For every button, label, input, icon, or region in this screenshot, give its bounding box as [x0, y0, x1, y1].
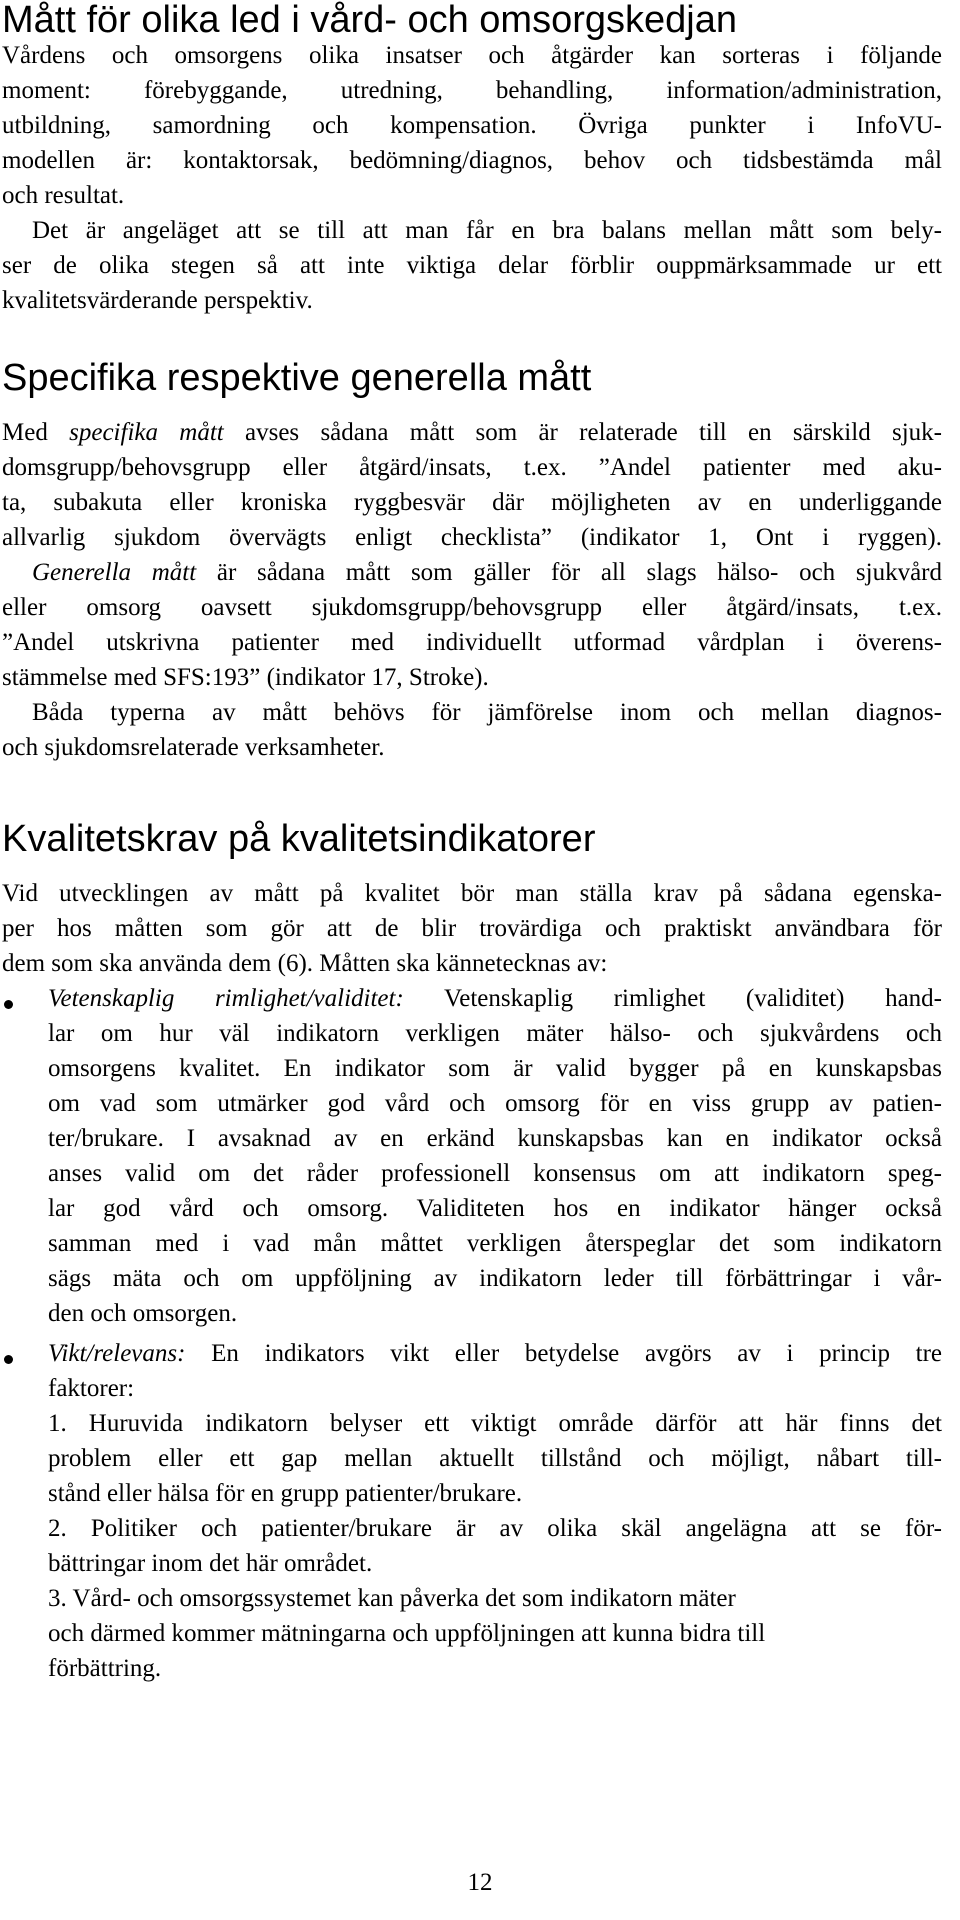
bullet-icon [4, 1355, 13, 1364]
bullet-line: samman med i vad mån måttet verkligen återspeglar det som indikatorn [48, 1230, 942, 1257]
paragraph-line: ”Andel utskrivna patienter med individuellt utformad vårdplan i överens- [2, 629, 942, 656]
bullet-line: förbättring. [48, 1655, 162, 1682]
paragraph-line: moment: förebyggande, utredning, behandling, information/administration, [2, 77, 942, 104]
paragraph-line: ser de olika stegen så att inte viktiga delar förblir ouppmärksammade ur ett [2, 252, 942, 279]
bullet-line: 1. Huruvida indikatorn belyser ett viktigt område därför att här finns det [48, 1410, 942, 1437]
bullet-line: problem eller ett gap mellan aktuellt tillstånd och möjligt, nåbart till- [48, 1445, 942, 1472]
bullet-line: den och omsorgen. [48, 1300, 238, 1327]
paragraph-line: kvalitetsvärderande perspektiv. [2, 287, 313, 314]
bullet-line: stånd eller hälsa för en grupp patienter/brukare. [48, 1480, 523, 1507]
paragraph-line: domsgrupp/behovsgrupp eller åtgärd/insats, t.ex. ”Andel patienter med aku- [2, 454, 942, 481]
paragraph-line: eller omsorg oavsett sjukdomsgrupp/behovsgrupp eller åtgärd/insats, t.ex. [2, 594, 942, 621]
section-heading-measures-care-chain: Mått för olika led i vård- och omsorgskedjan [2, 0, 737, 41]
paragraph-line: och sjukdomsrelaterade verksamheter. [2, 734, 385, 761]
bullet-line: faktorer: [48, 1375, 135, 1402]
bullet-line: omsorgens kvalitet. En indikator som är valid bygger på en kunskapsbas [48, 1055, 942, 1082]
paragraph-line: Vårdens och omsorgens olika insatser och åtgärder kan sorteras i följande [2, 42, 942, 69]
section-heading-quality-requirements: Kvalitetskrav på kvalitetsindikatorer [2, 818, 596, 860]
paragraph-line: ta, subakuta eller kroniska ryggbesvär där möjligheten av en underliggande [2, 489, 942, 516]
page-number: 12 [467, 1869, 493, 1896]
bullet-line: och därmed kommer mätningarna och uppföljningen att kunna bidra till [48, 1620, 766, 1647]
bullet-item-validity: Vetenskaplig rimlighet/validitet: Vetenskaplig rimlighet (validitet) hand- [48, 985, 942, 1012]
paragraph-line: Generella mått är sådana mått som gäller för all slags hälso- och sjukvård [32, 559, 942, 586]
paragraph-line: modellen är: kontaktorsak, bedömning/diagnos, behov och tidsbestämda mål [2, 147, 942, 174]
bullet-item-relevance: Vikt/relevans: En indikators vikt eller betydelse avgörs av i princip tre [48, 1340, 942, 1367]
paragraph-line: Det är angeläget att se till att man får en bra balans mellan mått som bely- [32, 217, 942, 244]
bullet-line: lar om hur väl indikatorn verkligen mäter hälso- och sjukvårdens och [48, 1020, 942, 1047]
paragraph-line: Vid utvecklingen av mått på kvalitet bör man ställa krav på sådana egenska- [2, 880, 942, 907]
section-heading-specific-general: Specifika respektive generella mått [2, 357, 592, 399]
bullet-line: sägs mäta och om uppföljning av indikatorn leder till förbättringar i vår- [48, 1265, 942, 1292]
term-relevance: Vikt/relevans: [48, 1340, 186, 1367]
paragraph-line: dem som ska använda dem (6). Måtten ska kännetecknas av: [2, 950, 608, 977]
bullet-line: bättringar inom det här området. [48, 1550, 373, 1577]
bullet-icon [4, 1000, 13, 1009]
term-specific-measures: specifika mått [69, 419, 224, 446]
paragraph-line: stämmelse med SFS:193” (indikator 17, Stroke). [2, 664, 489, 691]
bullet-line: om vad som utmärker god vård och omsorg för en viss grupp av patien- [48, 1090, 942, 1117]
paragraph-line: utbildning, samordning och kompensation. Övriga punkter i InfoVU- [2, 112, 942, 139]
term-validity: Vetenskaplig rimlighet/validitet: [48, 985, 404, 1012]
paragraph-line: Med specifika mått avses sådana mått som är relaterade till en särskild sjuk- [2, 419, 942, 446]
paragraph-line: och resultat. [2, 182, 125, 209]
paragraph-line: Båda typerna av mått behövs för jämförelse inom och mellan diagnos- [32, 699, 942, 726]
paragraph-line: allvarlig sjukdom övervägts enligt checklista” (indikator 1, Ont i ryggen). [2, 524, 942, 551]
bullet-line: ter/brukare. I avsaknad av en erkänd kunskapsbas kan en indikator också [48, 1125, 942, 1152]
term-general-measures: Generella mått [32, 559, 197, 586]
bullet-line: anses valid om det råder professionell konsensus om att indikatorn speg- [48, 1160, 942, 1187]
bullet-line: 2. Politiker och patienter/brukare är av olika skäl angelägna att se för- [48, 1515, 942, 1542]
bullet-line: lar god vård och omsorg. Validiteten hos en indikator hänger också [48, 1195, 942, 1222]
paragraph-line: per hos måtten som gör att de blir trovärdiga och praktiskt användbara för [2, 915, 942, 942]
bullet-line: 3. Vård- och omsorgssystemet kan påverka det som indikatorn mäter [48, 1585, 736, 1612]
